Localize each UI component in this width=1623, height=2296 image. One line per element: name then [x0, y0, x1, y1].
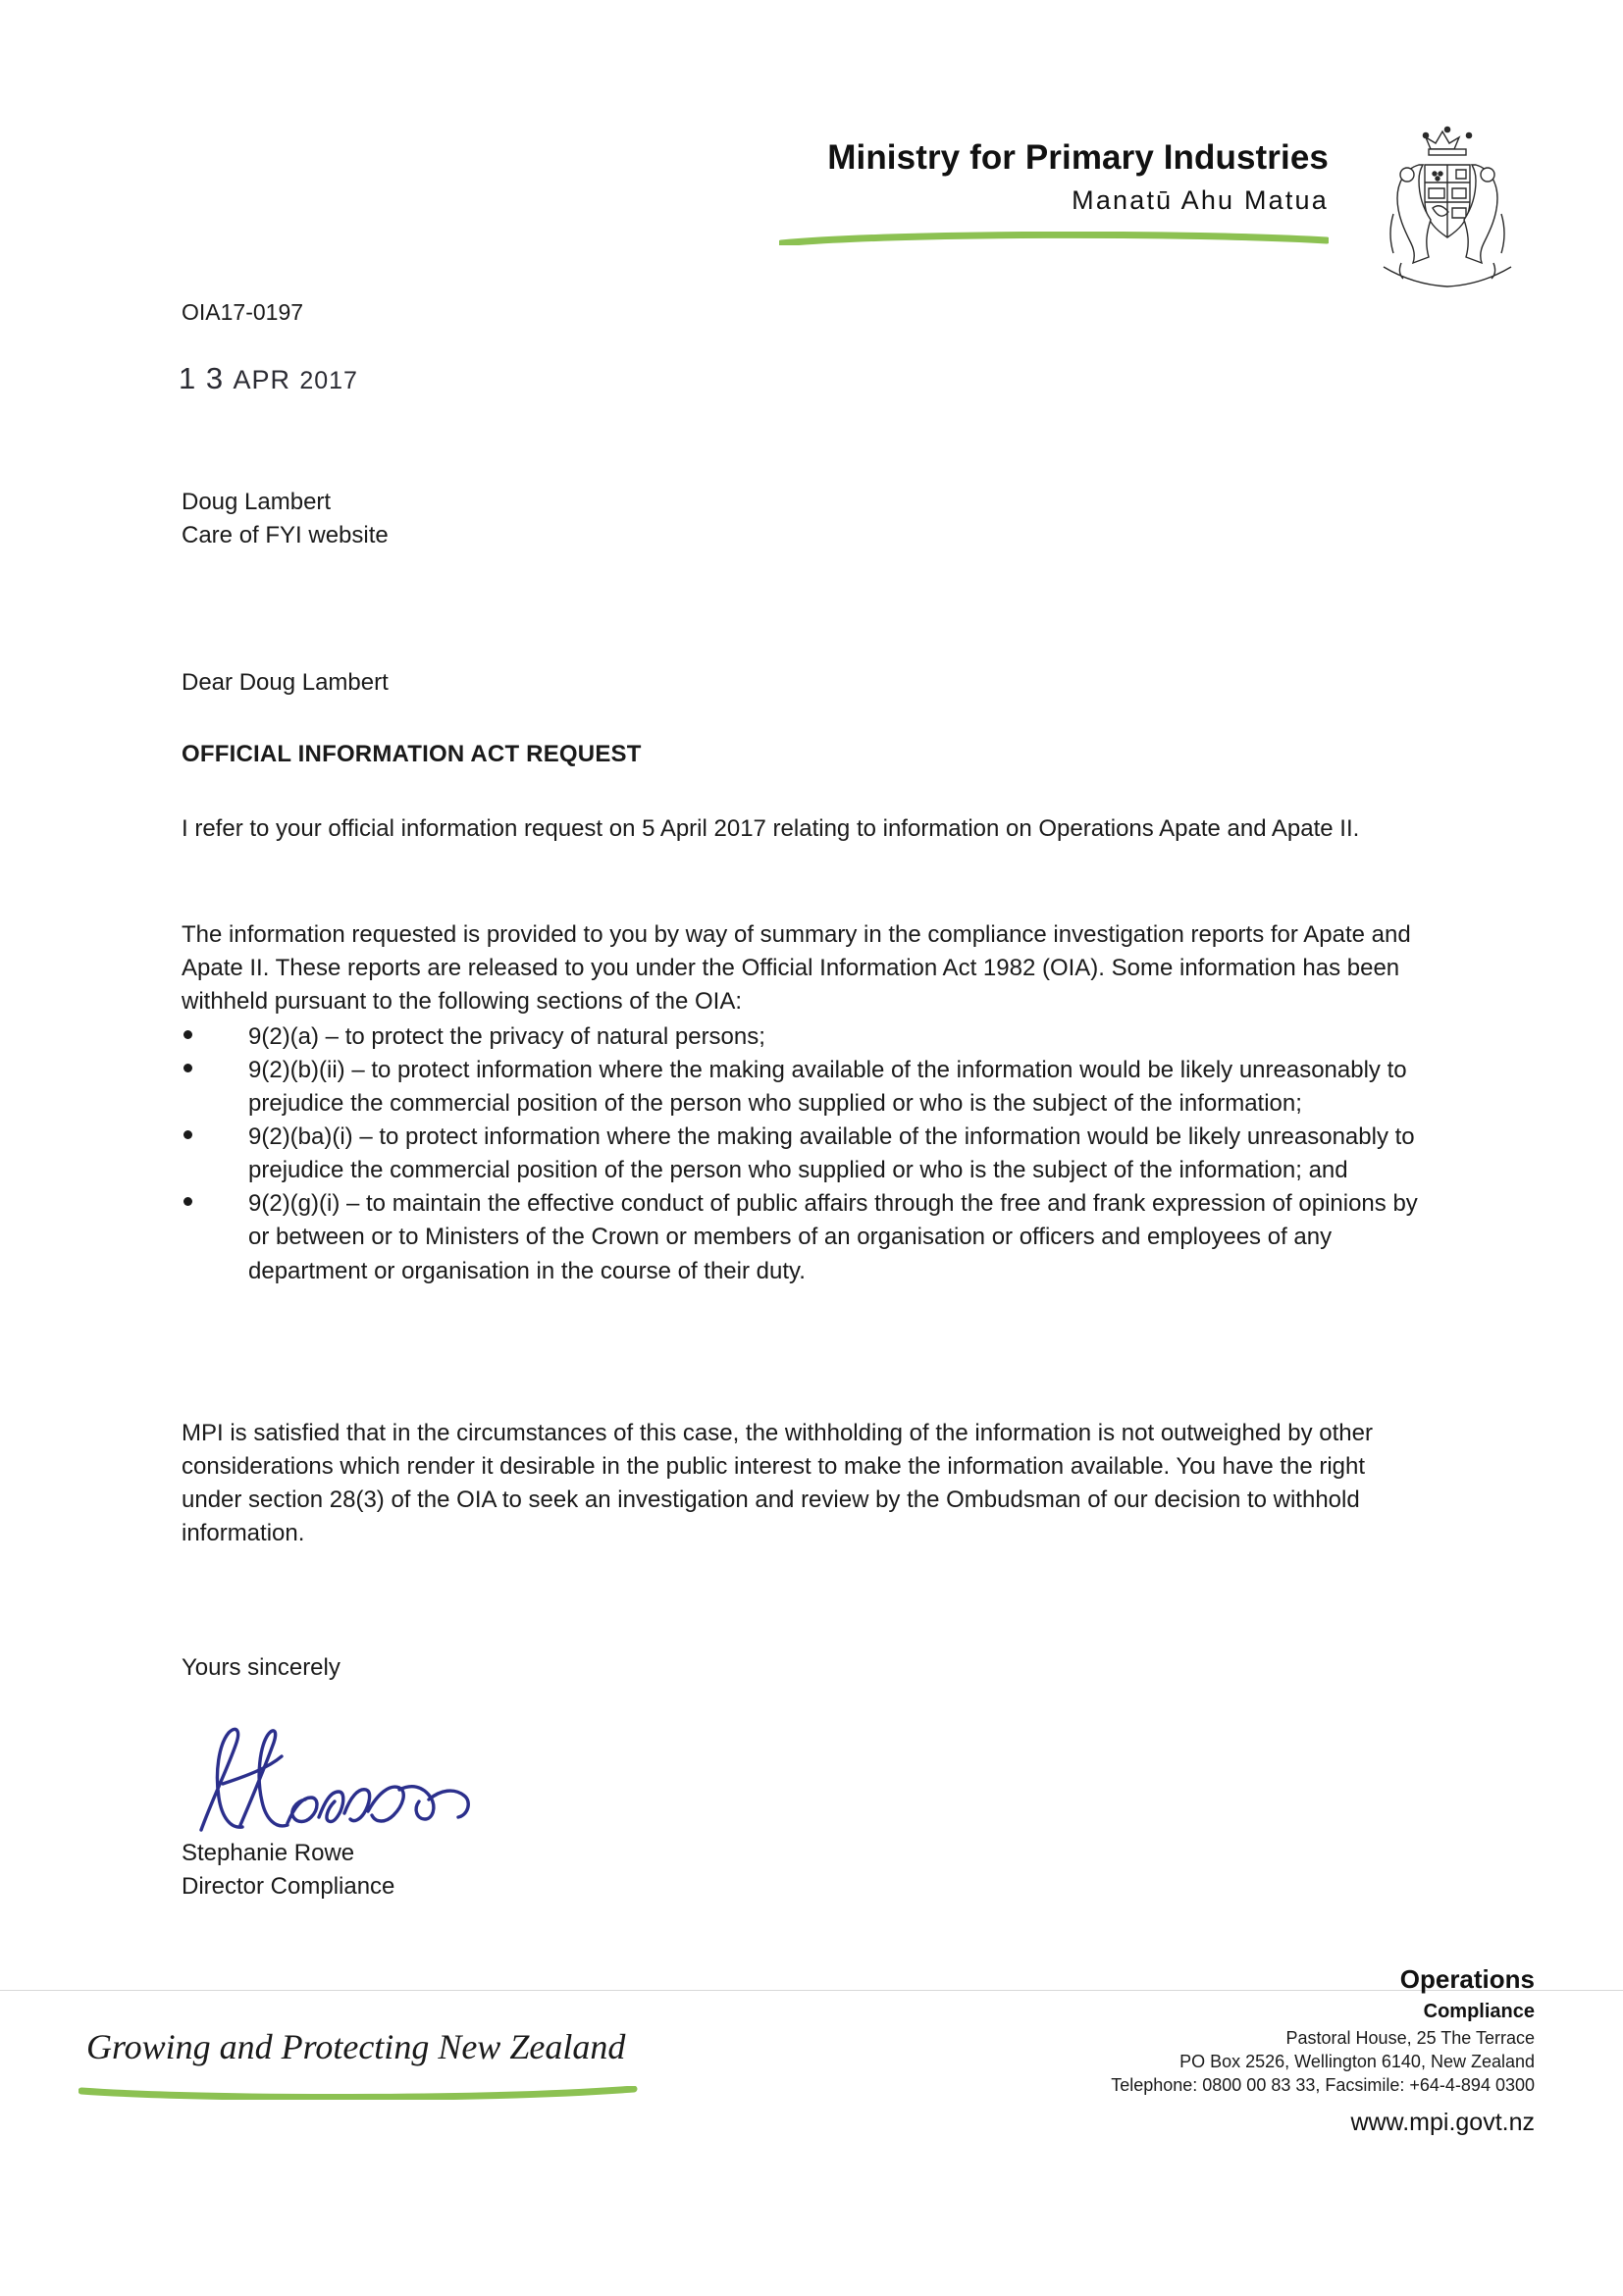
footer-unit: Operations: [1399, 1964, 1535, 1994]
bullet-icon: [183, 1030, 192, 1039]
footer-address-2: PO Box 2526, Wellington 6140, New Zealand: [1179, 2052, 1535, 2072]
footer-address-1: Pastoral House, 25 The Terrace: [1285, 2027, 1535, 2048]
list-item: [182, 1121, 1433, 1187]
date-stamp-year: 2017: [299, 367, 358, 394]
date-stamp: [179, 361, 358, 396]
subject-heading: OFFICIAL INFORMATION ACT REQUEST: [182, 741, 642, 767]
addressee-line2: Care of FYI website: [182, 522, 389, 549]
date-stamp-day: 1 3: [179, 361, 225, 395]
organisation-title: Ministry for Primary Industries: [827, 138, 1329, 177]
letterhead: [779, 118, 1541, 306]
paragraph-2: The information requested is provided to you by way of summary in the compliance investigation reports for Apate and Apate II. These reports are released to you under the Official Information Act 1982 (OIA). Some information has been withheld pursuant to the following sections of the OIA:: [182, 921, 1411, 1016]
signoff: Yours sincerely: [182, 1654, 340, 1681]
list-item: [182, 1020, 1433, 1054]
list-item-text: 9(2)(ba)(i) – to protect information where the making available of the information would be likely unreasonably to prejudice the commercial position of the person who supplied or who is the subject of the information; and: [248, 1123, 1415, 1184]
signer-title: Director Compliance: [182, 1873, 395, 1901]
list-item: [182, 1187, 1433, 1287]
oia-reference-number: OIA17-0197: [182, 299, 304, 325]
list-item-text: 9(2)(g)(i) – to maintain the effective conduct of public affairs through the free and frank expression of opinions by or between or to Ministers of the Crown or members of an organisation or officers and employees of any department or organisation in the course of their duty.: [248, 1190, 1418, 1284]
letterhead-text: [779, 118, 1329, 242]
addressee-name: Doug Lambert: [182, 489, 332, 515]
footer-contact: Telephone: 0800 00 83 33, Facsimile: +64-4-894 0300: [1111, 2075, 1535, 2096]
bullet-icon: [183, 1130, 192, 1139]
list-item-text: 9(2)(b)(ii) – to protect information where the making available of the information would be likely unreasonably to prejudice the commercial position of the person who supplied or who is the subject of the information;: [248, 1057, 1407, 1118]
coat-of-arms-icon: [1354, 120, 1541, 306]
bullet-icon: [183, 1197, 192, 1206]
list-item: [182, 1054, 1433, 1121]
paragraph-3: MPI is satisfied that in the circumstances of this case, the withholding of the information is not outweighed by other considerations which render it desirable in the public interest to make the information available. You have the right under section 28(3) of the OIA to seek an investigation and review by the Ombudsman of our decision to withhold information.: [182, 1420, 1373, 1547]
salutation: Dear Doug Lambert: [182, 669, 389, 696]
footer-website[interactable]: www.mpi.govt.nz: [1350, 2108, 1535, 2136]
signer-name: Stephanie Rowe: [182, 1840, 355, 1866]
organisation-subtitle: Manatū Ahu Matua: [1072, 184, 1329, 215]
date-stamp-month: APR: [233, 365, 290, 394]
addressee-block: [182, 486, 389, 552]
paragraph-1: I refer to your official information request on 5 April 2017 relating to information on Operations Apate and Apate II.: [182, 815, 1360, 842]
tagline: Growing and Protecting New Zealand: [86, 2027, 626, 2066]
bullet-icon: [183, 1064, 192, 1072]
footer-contact-block: [1111, 1962, 1535, 2139]
footer-team: Compliance: [1423, 2001, 1535, 2023]
green-swoosh-icon-footer: [79, 2086, 638, 2098]
signer-block: [182, 1837, 394, 1904]
handwritten-signature-icon: [172, 1707, 496, 1854]
withholding-grounds-list: [182, 1020, 1433, 1288]
list-item-text: 9(2)(a) – to protect the privacy of natural persons;: [248, 1023, 765, 1050]
green-swoosh-icon: [779, 232, 1329, 242]
